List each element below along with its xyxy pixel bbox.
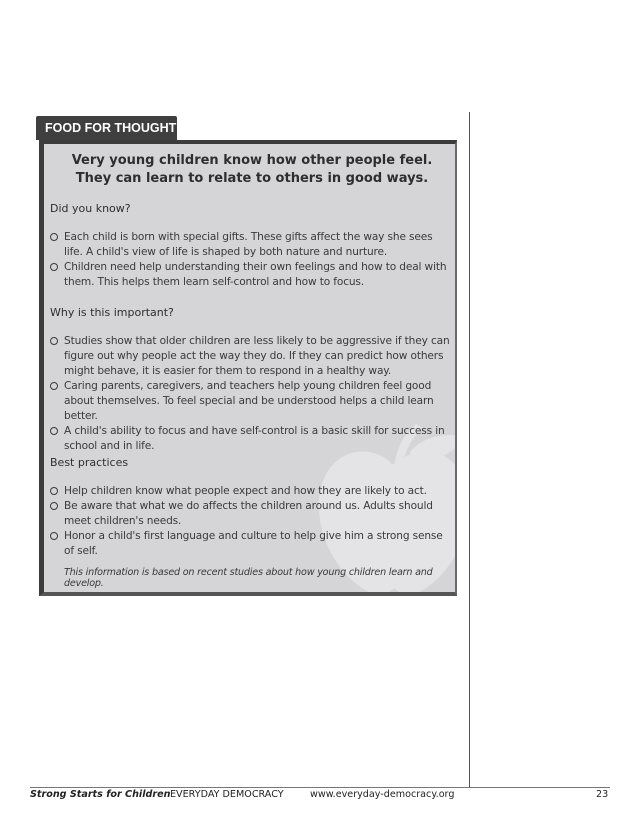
- list-item: Help children know what people expect and how they are likely to act.: [50, 484, 450, 499]
- list-item: Each child is born with special gifts. These gifts affect the way she sees life. A child's view of life is shaped by both nature and nurture.: [50, 230, 450, 260]
- circle-bullet-icon: [50, 427, 58, 435]
- footer-organization: EVERYDAY DEMOCRACY: [170, 789, 284, 800]
- circle-bullet-icon: [50, 502, 58, 510]
- footer-website: www.everyday-democracy.org: [310, 789, 455, 800]
- list-item: Studies show that older children are less likely to be aggressive if they can figure out why people act the way they do. If they can predict how others might behave, it is easier for them to respond in a healthy way.: [50, 334, 450, 379]
- food-for-thought-box: [39, 140, 457, 596]
- why-important-list: [50, 334, 450, 454]
- column-divider: [469, 112, 470, 788]
- did-you-know-list: [50, 230, 450, 290]
- circle-bullet-icon: [50, 337, 58, 345]
- list-item: Be aware that what we do affects the children around us. Adults should meet children's needs.: [50, 499, 450, 529]
- source-note: This information is based on recent studies about how young children learn and develop.: [64, 567, 433, 589]
- best-practices-list: [50, 484, 450, 559]
- headline: Very young children know how other people feel. They can learn to relate to others in good ways.: [71, 153, 433, 186]
- footer-divider: [30, 787, 610, 788]
- circle-bullet-icon: [50, 382, 58, 390]
- circle-bullet-icon: [50, 487, 58, 495]
- circle-bullet-icon: [50, 263, 58, 271]
- circle-bullet-icon: [50, 532, 58, 540]
- list-item: Honor a child's first language and culture to help give him a strong sense of self.: [50, 529, 450, 559]
- page-number: 23: [596, 789, 609, 800]
- footer-publication-title: Strong Starts for Children: [30, 789, 171, 800]
- section-heading-did-you-know: Did you know?: [50, 202, 131, 215]
- food-for-thought-tab: FOOD FOR THOUGHT: [36, 116, 177, 140]
- list-item: Children need help understanding their own feelings and how to deal with them. This helps them learn self-control and how to focus.: [50, 260, 450, 290]
- list-item: A child's ability to focus and have self-control is a basic skill for success in school and in life.: [50, 424, 450, 454]
- circle-bullet-icon: [50, 233, 58, 241]
- section-heading-best-practices: Best practices: [50, 456, 129, 469]
- list-item: Caring parents, caregivers, and teachers help young children feel good about themselves. To feel special and be understood helps a child learn better.: [50, 379, 450, 424]
- section-heading-why-important: Why is this important?: [50, 306, 174, 319]
